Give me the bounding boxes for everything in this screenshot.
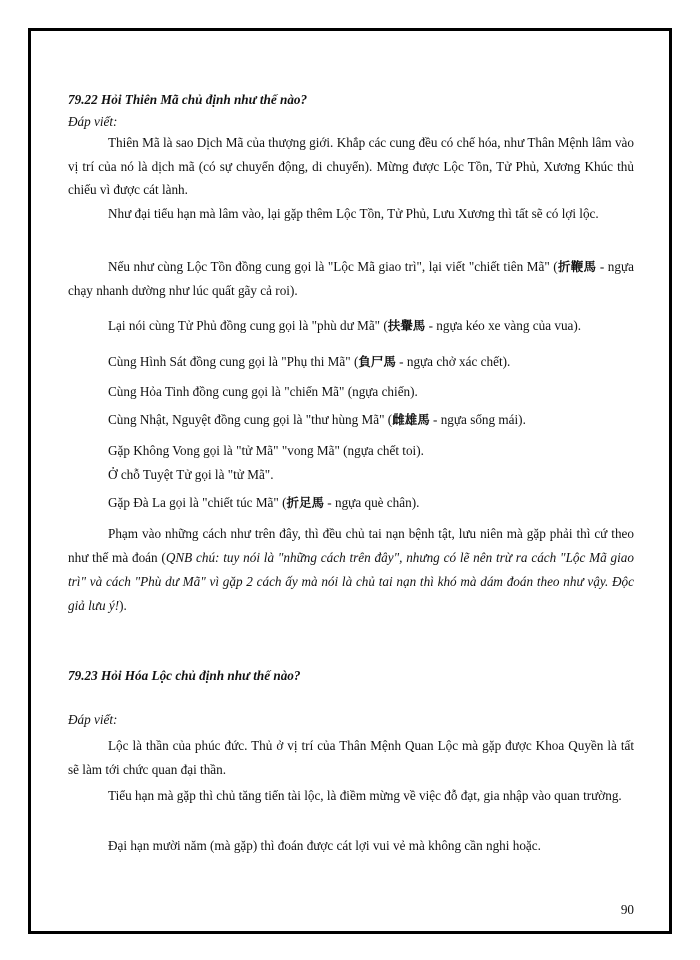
- paragraph: Cùng Hỏa Tinh đồng cung gọi là "chiến Mã" (ngựa chiến).: [108, 384, 418, 399]
- chinese-text: 負尸馬: [358, 354, 396, 369]
- paragraph: [68, 408, 634, 432]
- text: - ngựa sống mái).: [429, 412, 526, 427]
- text: - ngựa chạy nhanh dường như lúc quất gãy cả roi).: [68, 259, 634, 298]
- paragraph: Lộc là thần của phúc đức. Thủ ở vị trí của Thân Mệnh Quan Lộc mà gặp được Khoa Quyền là tất sẽ làm tới chức quan đại thần.: [68, 738, 634, 777]
- text: Cùng Hình Sát đồng cung gọi là "Phụ thi Mã" (: [108, 354, 359, 369]
- paragraph: [68, 491, 634, 515]
- paragraph: Như đại tiểu hạn mà lâm vào, lại gặp thêm Lộc Tồn, Tử Phủ, Lưu Xương thì tất sẽ có lợi lộc.: [108, 206, 599, 221]
- answer-label: Đáp viết:: [68, 114, 118, 129]
- text: - ngựa chở xác chết).: [395, 354, 511, 369]
- chinese-text: 扶轝馬: [387, 318, 426, 333]
- section-heading: 79.23 Hỏi Hóa Lộc chủ định như thế nào?: [68, 668, 301, 683]
- paragraph: Thiên Mã là sao Dịch Mã của thượng giới. Khắp các cung đều có chế hóa, như Thân Mệnh lâm vào vị trí của nó là dịch mã (có sự chuyển động, di chuyển). Mừng được Lộc Tồn, Tử Phủ, Xương Khúc thủ chiếu vì được cát lành.: [68, 135, 634, 197]
- chinese-text: 雌雄馬: [392, 412, 430, 427]
- section-heading: 79.22 Hỏi Thiên Mã chủ định như thế nào?: [68, 92, 308, 107]
- paragraph: Ở chỗ Tuyệt Tử gọi là "tử Mã".: [108, 467, 274, 482]
- chinese-text: 折鞭馬: [557, 259, 597, 274]
- paragraph: Tiểu hạn mà gặp thì chủ tăng tiến tài lộc, là điềm mừng về việc đỗ đạt, gia nhập vào quan trường.: [108, 788, 622, 803]
- paragraph: [68, 255, 634, 302]
- text: Nếu như cùng Lộc Tồn đồng cung gọi là "Lộc Mã giao trì", lại viết "chiết tiên Mã" (: [108, 259, 558, 274]
- editor-note: QNB chú: tuy nói là "những cách trên đây", nhưng có lẽ nên trừ ra cách "Lộc Mã giao trì" và cách "Phù dư Mã" vì gặp 2 cách ấy mà nói là chủ tai nạn thì khó mà dám đoán theo như vậy. Độc giả lưu ý!: [68, 550, 634, 613]
- paragraph: [68, 522, 634, 618]
- text: Gặp Đà La gọi là "chiết túc Mã" (: [108, 495, 287, 510]
- answer-label: Đáp viết:: [68, 712, 118, 727]
- chinese-text: 折足馬: [286, 495, 324, 510]
- text: Phạm vào những cách như trên đây, thì đều chủ tai nạn bệnh tật, lưu niên mà gặp phải thì cứ theo như thế mà đoán (: [68, 526, 634, 565]
- text: ).: [119, 598, 127, 613]
- text: Cùng Nhật, Nguyệt đồng cung gọi là "thư hùng Mã" (: [108, 412, 393, 427]
- paragraph: [68, 350, 634, 374]
- paragraph: Đại hạn mười năm (mà gặp) thì đoán được cát lợi vui vẻ mà không cần nghi hoặc.: [108, 838, 541, 853]
- paragraph: [68, 314, 634, 338]
- text: - ngựa kéo xe vàng của vua).: [425, 318, 582, 333]
- text: Lại nói cùng Tử Phủ đồng cung gọi là "phù dư Mã" (: [108, 318, 388, 333]
- paragraph: Gặp Không Vong gọi là "tử Mã" "vong Mã" (ngựa chết toi).: [108, 443, 424, 458]
- page-number: 90: [620, 902, 634, 917]
- text: - ngựa què chân).: [324, 495, 420, 510]
